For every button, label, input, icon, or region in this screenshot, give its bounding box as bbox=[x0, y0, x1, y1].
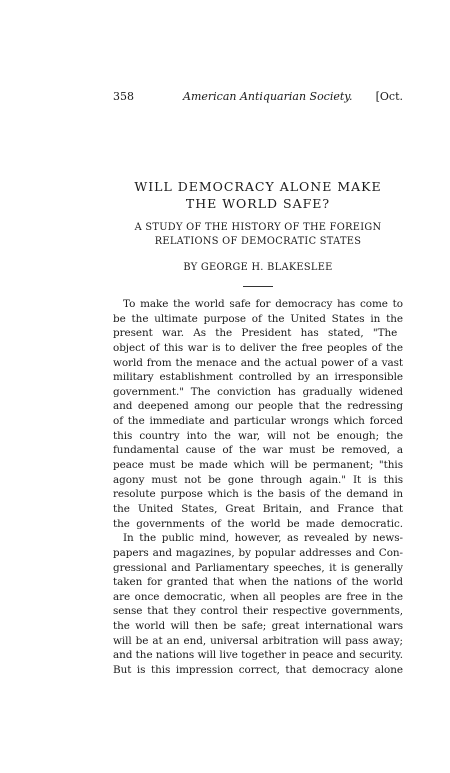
body-text-line: of the immediate and particular wrongs which forced bbox=[113, 415, 403, 428]
body-text-line: object of this war is to deliver the free peoples of the bbox=[113, 341, 403, 354]
article-title-line-2: THE WORLD SAFE? bbox=[185, 196, 331, 211]
body-text-line: this country into the war, will not be enough; the bbox=[113, 429, 403, 442]
body-text-line: and deepened among our people that the redressing bbox=[113, 400, 403, 413]
article-title-line-1: WILL DEMOCRACY ALONE MAKE bbox=[134, 179, 382, 194]
body-text-line: fundamental cause of the war must be removed, a bbox=[113, 444, 403, 457]
article-subtitle bbox=[113, 221, 403, 249]
issue-date: [Oct. bbox=[375, 90, 403, 103]
body-text-line: taken for granted that when the nations of the world bbox=[113, 576, 403, 589]
article-subtitle-line-1: A STUDY OF THE HISTORY OF THE FOREIGN bbox=[134, 222, 382, 233]
body-text-line: papers and magazines, by popular addresses and Con- bbox=[113, 546, 403, 559]
body-text-line: sense that they control their respective governments, bbox=[113, 605, 403, 618]
body-text-line: But is this impression correct, that democracy alone bbox=[113, 664, 403, 677]
body-text-line: and the nations will live together in peace and security. bbox=[113, 649, 403, 662]
body-text-line: resolute purpose which is the basis of the demand in bbox=[113, 488, 403, 501]
section-divider bbox=[243, 286, 273, 287]
body-text-line: To make the world safe for democracy has come to bbox=[123, 298, 403, 310]
page-number: 358 bbox=[113, 90, 134, 103]
body-text-line: gressional and Parliamentary speeches, it is generally bbox=[113, 561, 403, 574]
running-head bbox=[113, 90, 403, 106]
article-body bbox=[113, 297, 403, 678]
body-text-line: will be at an end, universal arbitration will pass away; bbox=[113, 634, 403, 647]
body-text-line: present war. As the President has stated, "The bbox=[113, 327, 398, 340]
body-text-line: the governments of the world be made democratic. bbox=[113, 517, 403, 530]
journal-title: American Antiquarian Society. bbox=[183, 90, 353, 103]
author-byline: BY GEORGE H. BLAKESLEE bbox=[183, 262, 333, 273]
body-text-line: agony must not be gone through again." It is this bbox=[113, 473, 403, 486]
body-text-line: In the public mind, however, as revealed by news- bbox=[123, 532, 403, 545]
body-text-line: world from the menace and the actual power of a vast bbox=[113, 356, 403, 369]
body-text-line: the United States, Great Britain, and France that bbox=[113, 502, 403, 515]
article-title bbox=[113, 178, 403, 212]
body-text-line: be the ultimate purpose of the United States in the bbox=[113, 312, 403, 325]
body-text-line: peace must be made which will be permanent; "this bbox=[113, 459, 403, 472]
body-text-line: the world will then be safe; great international wars bbox=[113, 620, 403, 633]
body-text-line: military establishment controlled by an irresponsible bbox=[113, 371, 403, 384]
article-subtitle-line-2: RELATIONS OF DEMOCRATIC STATES bbox=[154, 236, 362, 247]
body-text-line: government." The conviction has gradually widened bbox=[113, 385, 403, 398]
body-text-line: are once democratic, when all peoples are free in the bbox=[113, 590, 403, 603]
